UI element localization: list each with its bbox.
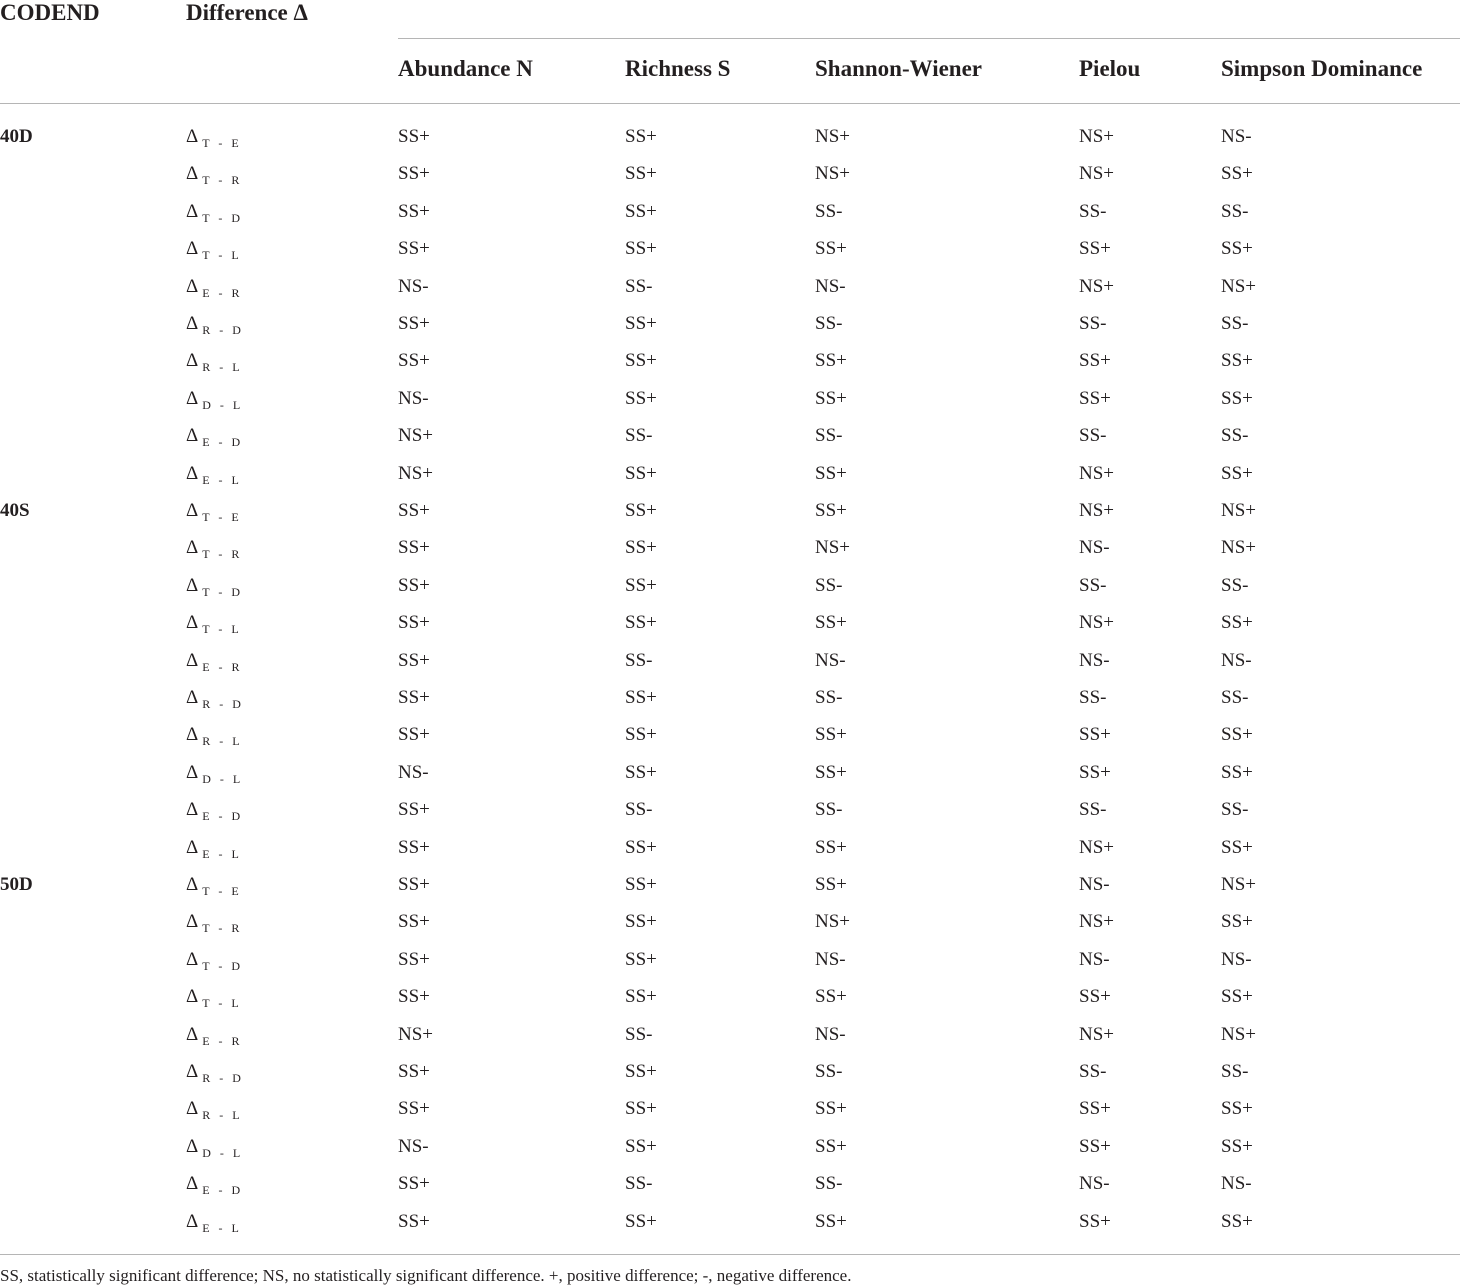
simpson-value: NS- <box>1221 649 1252 671</box>
table-row <box>0 163 1460 200</box>
delta-subscript: R - D <box>202 697 244 711</box>
delta-symbol: Δ <box>186 425 199 447</box>
delta-subscript: D - L <box>202 771 244 786</box>
table-row <box>0 388 1460 425</box>
table-row <box>0 1136 1460 1173</box>
header-codend: CODEND <box>0 0 100 25</box>
difference-cell <box>186 463 242 486</box>
abundance-value: SS+ <box>398 238 430 260</box>
table-row <box>0 500 1460 537</box>
table-row <box>0 425 1460 462</box>
abundance-value: SS+ <box>398 986 430 1008</box>
shannon-value: SS- <box>815 687 843 708</box>
simpson-value: SS+ <box>1221 387 1253 409</box>
difference-cell <box>186 986 242 1009</box>
shannon-value: SS- <box>815 574 843 596</box>
shannon-value: NS- <box>815 948 846 970</box>
richness-value: SS+ <box>625 1061 657 1082</box>
delta-symbol: Δ <box>186 724 199 746</box>
richness-value: SS+ <box>625 462 657 484</box>
pielou-value: SS- <box>1079 799 1107 821</box>
pielou-value: SS+ <box>1079 387 1111 409</box>
delta-subscript: R - L <box>202 734 243 749</box>
abundance-value: SS+ <box>398 313 430 334</box>
delta-symbol: Δ <box>186 799 199 821</box>
abundance-value: SS+ <box>398 1098 430 1120</box>
simpson-value: SS- <box>1221 574 1249 596</box>
table-row <box>0 1173 1460 1210</box>
header-bottom-rule <box>0 103 1460 104</box>
delta-symbol: Δ <box>186 911 199 933</box>
pielou-value: SS+ <box>1079 1098 1111 1120</box>
difference-cell <box>186 1136 243 1159</box>
col-header-simpson: Simpson Dominance <box>1221 56 1423 81</box>
richness-value: SS+ <box>625 761 657 783</box>
abundance-value: SS+ <box>398 948 430 970</box>
simpson-value: NS+ <box>1221 537 1257 559</box>
simpson-value: SS- <box>1221 687 1249 708</box>
table-row <box>0 463 1460 500</box>
abundance-value: SS+ <box>398 799 430 821</box>
richness-value: SS+ <box>625 200 657 222</box>
delta-symbol: Δ <box>186 574 199 596</box>
delta-subscript: E - R <box>202 1033 243 1048</box>
richness-value: SS- <box>625 275 653 297</box>
delta-subscript: T - E <box>202 884 242 898</box>
simpson-value: SS- <box>1221 799 1249 821</box>
col-header-pielou: Pielou <box>1079 56 1141 81</box>
abundance-value: SS+ <box>398 874 430 895</box>
shannon-value: NS+ <box>815 126 851 147</box>
shannon-value: SS+ <box>815 500 847 521</box>
abundance-value: SS+ <box>398 537 430 559</box>
simpson-value: NS+ <box>1221 500 1257 521</box>
difference-cell <box>186 575 243 598</box>
richness-value: SS+ <box>625 836 657 858</box>
shannon-value: SS+ <box>815 387 847 409</box>
pielou-value: SS- <box>1079 574 1107 596</box>
delta-subscript: E - L <box>202 846 242 861</box>
simpson-value: SS+ <box>1221 163 1253 185</box>
richness-value: SS+ <box>625 387 657 409</box>
richness-value: SS- <box>625 425 653 447</box>
shannon-value: SS+ <box>815 874 847 895</box>
difference-cell <box>186 163 242 186</box>
delta-symbol: Δ <box>186 1173 199 1195</box>
delta-subscript: T - D <box>202 210 243 225</box>
delta-subscript: T - L <box>202 996 242 1011</box>
delta-subscript: T - E <box>202 136 242 150</box>
shannon-value: SS- <box>815 799 843 821</box>
richness-value: SS+ <box>625 986 657 1008</box>
delta-symbol: Δ <box>186 537 199 559</box>
delta-subscript: E - D <box>202 1183 244 1198</box>
simpson-value: NS+ <box>1221 874 1257 895</box>
shannon-value: SS- <box>815 200 843 222</box>
delta-symbol: Δ <box>186 350 199 372</box>
difference-cell <box>186 724 243 747</box>
abundance-value: SS+ <box>398 687 430 708</box>
delta-symbol: Δ <box>186 687 199 708</box>
simpson-value: NS- <box>1221 948 1252 970</box>
delta-symbol: Δ <box>186 1023 199 1045</box>
difference-cell <box>186 762 243 785</box>
richness-value: SS+ <box>625 163 657 185</box>
pielou-value: NS+ <box>1079 836 1115 858</box>
pielou-value: SS- <box>1079 1061 1107 1082</box>
pielou-value: NS- <box>1079 1173 1110 1195</box>
abundance-value: SS+ <box>398 163 430 185</box>
shannon-value: SS+ <box>815 1135 847 1157</box>
richness-value: SS+ <box>625 574 657 596</box>
richness-value: SS+ <box>625 612 657 634</box>
shannon-value: SS+ <box>815 836 847 858</box>
simpson-value: SS- <box>1221 1061 1249 1082</box>
table-row <box>0 799 1460 836</box>
table-row <box>0 126 1460 163</box>
delta-symbol: Δ <box>186 1061 199 1082</box>
delta-subscript: D - L <box>202 397 244 412</box>
simpson-value: SS- <box>1221 313 1249 334</box>
shannon-value: NS+ <box>815 911 851 933</box>
shannon-value: NS- <box>815 275 846 297</box>
richness-value: SS+ <box>625 874 657 895</box>
codend-label: 50D <box>0 874 33 895</box>
pielou-value: NS+ <box>1079 462 1115 484</box>
table-row <box>0 575 1460 612</box>
table-row <box>0 949 1460 986</box>
table-row <box>0 238 1460 275</box>
delta-subscript: T - D <box>202 958 243 973</box>
simpson-value: SS+ <box>1221 836 1253 858</box>
abundance-value: SS+ <box>398 836 430 858</box>
delta-symbol: Δ <box>186 612 199 634</box>
difference-cell <box>186 537 242 560</box>
richness-value: SS- <box>625 1173 653 1195</box>
richness-value: SS+ <box>625 500 657 521</box>
table-row <box>0 350 1460 387</box>
richness-value: SS+ <box>625 948 657 970</box>
delta-symbol: Δ <box>186 836 199 858</box>
simpson-value: SS+ <box>1221 238 1253 260</box>
delta-subscript: R - L <box>202 1108 243 1123</box>
simpson-value: SS+ <box>1221 724 1253 746</box>
delta-symbol: Δ <box>186 500 199 521</box>
abundance-value: SS+ <box>398 126 430 147</box>
table-row <box>0 313 1460 350</box>
delta-symbol: Δ <box>186 986 199 1008</box>
abundance-value: SS+ <box>398 500 430 521</box>
difference-cell <box>186 1098 243 1121</box>
delta-symbol: Δ <box>186 238 199 260</box>
delta-subscript: T - R <box>202 173 243 188</box>
shannon-value: SS- <box>815 1173 843 1195</box>
shannon-value: SS- <box>815 313 843 334</box>
abundance-value: SS+ <box>398 724 430 746</box>
delta-symbol: Δ <box>186 761 199 783</box>
richness-value: SS+ <box>625 1135 657 1157</box>
delta-subscript: E - L <box>202 1220 242 1235</box>
delta-subscript: E - D <box>202 435 244 450</box>
pielou-value: NS+ <box>1079 1023 1115 1045</box>
abundance-value: NS- <box>398 275 429 297</box>
table-row <box>0 762 1460 799</box>
difference-cell <box>186 276 243 299</box>
simpson-value: SS+ <box>1221 986 1253 1008</box>
delta-symbol: Δ <box>186 163 199 185</box>
difference-cell <box>186 313 244 336</box>
abundance-value: SS+ <box>398 649 430 671</box>
difference-cell <box>186 1173 243 1196</box>
delta-subscript: R - D <box>202 1071 244 1085</box>
difference-cell <box>186 687 244 710</box>
shannon-value: SS+ <box>815 1098 847 1120</box>
table-row <box>0 537 1460 574</box>
delta-subscript: T - L <box>202 622 242 637</box>
table-row <box>0 1061 1460 1098</box>
pielou-value: NS+ <box>1079 163 1115 185</box>
shannon-value: SS+ <box>815 462 847 484</box>
abundance-value: SS+ <box>398 911 430 933</box>
simpson-value: SS- <box>1221 425 1249 447</box>
simpson-value: SS+ <box>1221 1135 1253 1157</box>
difference-cell <box>186 799 243 822</box>
shannon-value: SS+ <box>815 761 847 783</box>
delta-subscript: T - L <box>202 248 242 263</box>
delta-symbol: Δ <box>186 387 199 409</box>
pielou-value: NS- <box>1079 649 1110 671</box>
delta-subscript: R - D <box>202 323 244 337</box>
simpson-value: SS+ <box>1221 350 1253 372</box>
shannon-value: NS+ <box>815 537 851 559</box>
table-row <box>0 724 1460 761</box>
delta-symbol: Δ <box>186 126 199 147</box>
richness-value: SS+ <box>625 313 657 334</box>
pielou-value: NS+ <box>1079 612 1115 634</box>
abundance-value: NS- <box>398 761 429 783</box>
abundance-value: SS+ <box>398 1173 430 1195</box>
table-row <box>0 276 1460 313</box>
col-header-shannon: Shannon-Wiener <box>815 56 983 81</box>
difference-cell <box>186 650 243 673</box>
pielou-value: NS- <box>1079 537 1110 559</box>
pielou-value: NS+ <box>1079 275 1115 297</box>
delta-symbol: Δ <box>186 200 199 222</box>
table-row <box>0 874 1460 911</box>
delta-subscript: E - D <box>202 809 244 824</box>
abundance-value: SS+ <box>398 1061 430 1082</box>
table-row <box>0 1211 1460 1248</box>
shannon-value: NS- <box>815 649 846 671</box>
delta-subscript: D - L <box>202 1145 244 1160</box>
simpson-value: NS+ <box>1221 1023 1257 1045</box>
delta-subscript: T - D <box>202 584 243 599</box>
delta-symbol: Δ <box>186 874 199 895</box>
richness-value: SS+ <box>625 1098 657 1120</box>
richness-value: SS- <box>625 649 653 671</box>
delta-subscript: E - L <box>202 472 242 487</box>
simpson-value: SS+ <box>1221 1210 1253 1232</box>
shannon-value: SS+ <box>815 612 847 634</box>
delta-symbol: Δ <box>186 649 199 671</box>
richness-value: SS+ <box>625 126 657 147</box>
table-row <box>0 986 1460 1023</box>
difference-cell <box>186 201 243 224</box>
delta-symbol: Δ <box>186 313 199 334</box>
abundance-value: SS+ <box>398 200 430 222</box>
difference-cell <box>186 238 242 261</box>
richness-value: SS- <box>625 799 653 821</box>
simpson-value: NS- <box>1221 126 1252 147</box>
difference-cell <box>186 612 242 635</box>
simpson-value: SS+ <box>1221 612 1253 634</box>
abundance-value: NS+ <box>398 1023 434 1045</box>
col-header-richness: Richness S <box>625 56 731 81</box>
pielou-value: NS- <box>1079 874 1110 895</box>
simpson-value: SS+ <box>1221 911 1253 933</box>
richness-value: SS+ <box>625 724 657 746</box>
pielou-value: NS- <box>1079 948 1110 970</box>
abundance-value: NS- <box>398 387 429 409</box>
table-row <box>0 612 1460 649</box>
difference-cell <box>186 1024 243 1047</box>
shannon-value: SS+ <box>815 986 847 1008</box>
simpson-value: SS+ <box>1221 1098 1253 1120</box>
table-bottom-rule <box>0 1254 1460 1255</box>
col-header-abundance: Abundance N <box>398 56 533 81</box>
table-row <box>0 911 1460 948</box>
delta-symbol: Δ <box>186 275 199 297</box>
table-row <box>0 201 1460 238</box>
pielou-value: SS- <box>1079 313 1107 334</box>
difference-cell <box>186 425 243 448</box>
table-row <box>0 1024 1460 1061</box>
delta-subscript: E - R <box>202 285 243 300</box>
pielou-value: SS- <box>1079 687 1107 708</box>
delta-symbol: Δ <box>186 462 199 484</box>
delta-subscript: E - R <box>202 659 243 674</box>
table-row <box>0 687 1460 724</box>
abundance-value: NS+ <box>398 425 434 447</box>
shannon-value: SS+ <box>815 238 847 260</box>
pielou-value: SS+ <box>1079 724 1111 746</box>
richness-value: SS- <box>625 1023 653 1045</box>
table-row <box>0 1098 1460 1135</box>
simpson-value: NS+ <box>1221 275 1257 297</box>
delta-subscript: R - L <box>202 360 243 375</box>
table-row <box>0 837 1460 874</box>
pielou-value: NS+ <box>1079 126 1115 147</box>
delta-symbol: Δ <box>186 948 199 970</box>
header-subrule <box>398 38 1460 39</box>
difference-cell <box>186 500 242 523</box>
simpson-value: SS- <box>1221 200 1249 222</box>
delta-subscript: T - R <box>202 547 243 562</box>
richness-value: SS+ <box>625 350 657 372</box>
shannon-value: SS- <box>815 425 843 447</box>
difference-cell <box>186 911 242 934</box>
delta-subscript: T - E <box>202 510 242 524</box>
footnote: SS, statistically significant difference; NS, no statistically significant difference. +, positive difference; -, negative difference. <box>0 1266 852 1285</box>
shannon-value: NS+ <box>815 163 851 185</box>
simpson-value: SS+ <box>1221 462 1253 484</box>
pielou-value: SS+ <box>1079 238 1111 260</box>
shannon-value: SS+ <box>815 350 847 372</box>
header-difference: Difference Δ <box>186 0 308 25</box>
pielou-value: SS+ <box>1079 986 1111 1008</box>
simpson-value: SS+ <box>1221 761 1253 783</box>
delta-symbol: Δ <box>186 1135 199 1157</box>
table-row <box>0 650 1460 687</box>
pielou-value: SS+ <box>1079 1210 1111 1232</box>
difference-cell <box>186 1061 244 1084</box>
pielou-value: SS- <box>1079 200 1107 222</box>
abundance-value: SS+ <box>398 1210 430 1232</box>
abundance-value: NS+ <box>398 462 434 484</box>
pielou-value: SS+ <box>1079 1135 1111 1157</box>
difference-cell <box>186 874 242 897</box>
pielou-value: SS+ <box>1079 350 1111 372</box>
abundance-value: SS+ <box>398 612 430 634</box>
richness-value: SS+ <box>625 911 657 933</box>
abundance-value: SS+ <box>398 350 430 372</box>
abundance-value: NS- <box>398 1135 429 1157</box>
pielou-value: SS- <box>1079 425 1107 447</box>
delta-symbol: Δ <box>186 1210 199 1232</box>
pielou-value: SS+ <box>1079 761 1111 783</box>
richness-value: SS+ <box>625 687 657 708</box>
delta-subscript: T - R <box>202 921 243 936</box>
codend-label: 40S <box>0 500 30 521</box>
richness-value: SS+ <box>625 1210 657 1232</box>
shannon-value: SS+ <box>815 724 847 746</box>
pielou-value: NS+ <box>1079 911 1115 933</box>
difference-cell <box>186 837 242 860</box>
difference-cell <box>186 949 243 972</box>
difference-cell <box>186 350 243 373</box>
difference-cell <box>186 1211 242 1234</box>
abundance-value: SS+ <box>398 574 430 596</box>
simpson-value: NS- <box>1221 1173 1252 1195</box>
delta-symbol: Δ <box>186 1098 199 1120</box>
shannon-value: SS- <box>815 1061 843 1082</box>
difference-cell <box>186 388 243 411</box>
difference-cell <box>186 126 242 149</box>
pielou-value: NS+ <box>1079 500 1115 521</box>
shannon-value: NS- <box>815 1023 846 1045</box>
richness-value: SS+ <box>625 537 657 559</box>
richness-value: SS+ <box>625 238 657 260</box>
codend-label: 40D <box>0 126 33 147</box>
shannon-value: SS+ <box>815 1210 847 1232</box>
